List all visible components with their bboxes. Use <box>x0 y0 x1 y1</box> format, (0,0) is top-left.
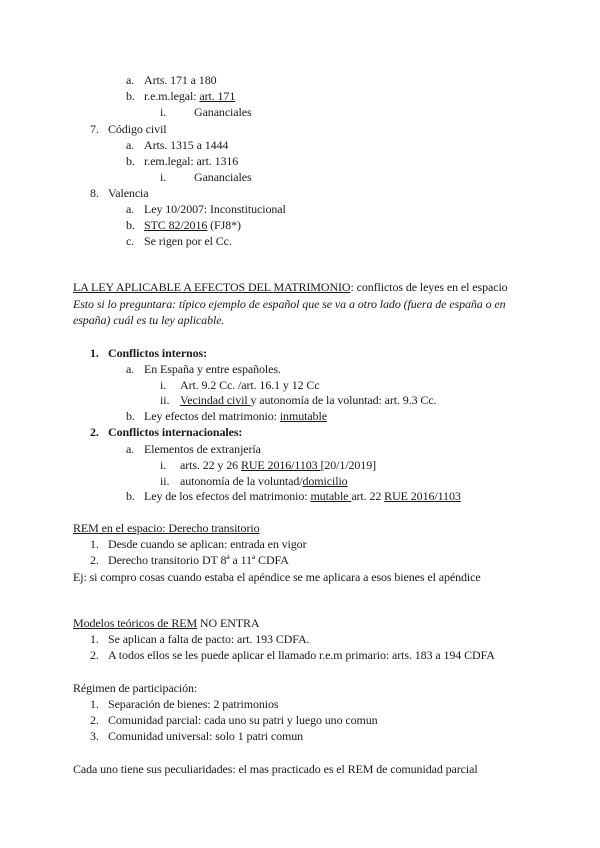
list-item: 1. Se aplican a falta de pacto: art. 193 CDFA. <box>90 632 310 646</box>
list-item: 2. Conflictos internacionales: <box>90 425 243 439</box>
list-item: 1. Conflictos internos: <box>90 346 207 360</box>
list-item: b. r.em.legal: art. 1316 <box>126 154 239 168</box>
section-heading: Régimen de participación: <box>73 681 198 695</box>
list-item: i. Gananciales <box>160 170 252 184</box>
list-item: i. arts. 22 y 26 RUE 2016/1103 [20/1/2019] <box>160 458 376 472</box>
list-item: b. r.e.m.legal: art. 171 <box>126 89 236 103</box>
list-item: 2. A todos ellos se les puede aplicar el llamado r.e.m primario: arts. 183 a 194 CDFA <box>90 648 495 662</box>
list-item: 3. Comunidad universal: solo 1 patri comun <box>90 729 304 743</box>
list-item: i. Art. 9.2 Cc. /art. 16.1 y 12 Cc <box>160 378 320 392</box>
list-item: 2. Comunidad parcial: cada uno su patri y luego uno comun <box>90 713 378 727</box>
list-item: c. Se rigen por el Cc. <box>126 234 232 248</box>
note-text: Esto si lo preguntara: típico ejemplo de español que se va a otro lado (fuera de españa o en <box>73 297 506 311</box>
list-item: i. Gananciales <box>160 105 252 119</box>
list-item: a. En España y entre españoles. <box>126 362 281 376</box>
section-heading: LA LEY APLICABLE A EFECTOS DEL MATRIMONIO: conflictos de leyes en el espacio <box>73 280 508 294</box>
section-heading: REM en el espacio: Derecho transitorio <box>73 521 260 535</box>
underlined-reference: STC 82/2016 <box>144 218 208 232</box>
list-item: b. STC 82/2016 (FJ8*) <box>126 218 241 232</box>
list-item: ii. Vecindad civil y autonomía de la voluntad: art. 9.3 Cc. <box>160 393 437 407</box>
list-item: a. Arts. 171 a 180 <box>126 73 217 87</box>
list-item: a. Arts. 1315 a 1444 <box>126 138 229 152</box>
underlined-reference: art. 171 <box>199 89 236 103</box>
list-item: 1. Desde cuando se aplican: entrada en vigor <box>90 537 307 551</box>
list-item: 1. Separación de bienes: 2 patrimonios <box>90 697 279 711</box>
list-item: b. Ley de los efectos del matrimonio: mutable art. 22 RUE 2016/1103 <box>126 489 461 503</box>
list-item: a. Elementos de extranjería <box>126 442 261 456</box>
list-item: ii. autonomía de la voluntad/domicilio <box>160 474 348 488</box>
list-item: a. Ley 10/2007: Inconstitucional <box>126 202 286 216</box>
list-item: 7. Código civil <box>90 122 167 136</box>
closing-text: Cada uno tiene sus peculiaridades: el mas practicado es el REM de comunidad parcial <box>73 762 478 776</box>
note-text: españa) cuál es tu ley aplicable. <box>73 313 225 327</box>
list-item: b. Ley efectos del matrimonio: inmutable <box>126 409 327 423</box>
list-item: 2. Derecho transitorio DT 8ª a 11ª CDFA <box>90 553 289 567</box>
section-heading: Modelos teóricos de REM NO ENTRA <box>73 616 260 630</box>
example-text: Ej: si compro cosas cuando estaba el apéndice se me aplicara a esos bienes el apéndice <box>73 570 481 584</box>
list-item: 8. Valencia <box>90 186 149 200</box>
